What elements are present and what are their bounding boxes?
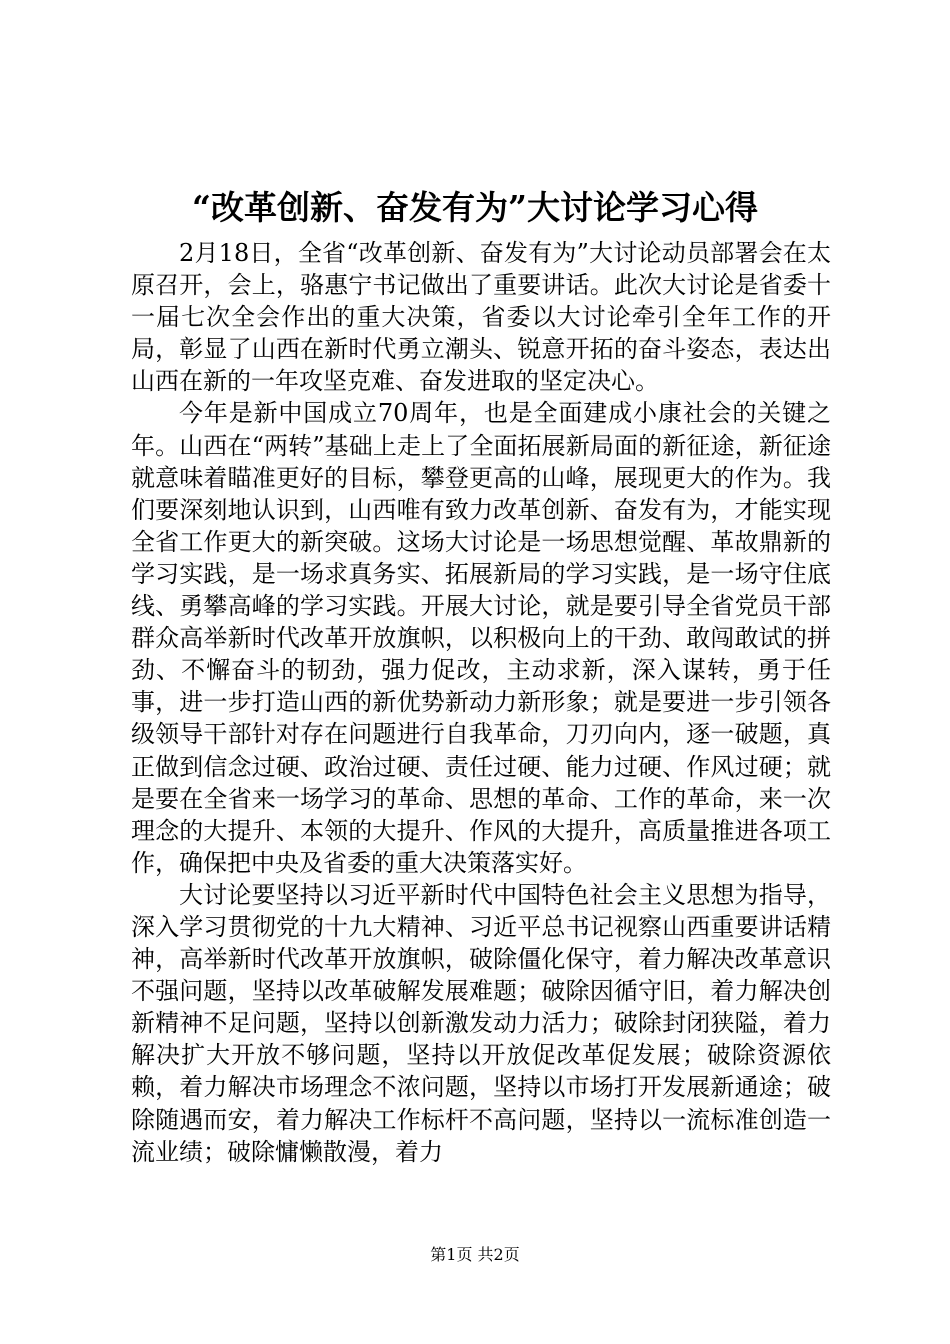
- page-number-footer: 第1页 共2页: [430, 1245, 520, 1264]
- document-title: “改革创新、奋发有为”大讨论学习心得: [192, 188, 758, 227]
- document-body: [131, 237, 831, 1168]
- paragraph-2: 今年是新中国成立70周年，也是全面建成小康社会的关键之年。山西在“两转”基础上走上了全面拓展新局面的新征途，新征途就意味着瞄准更好的目标，攀登更高的山峰，展现更大的作为。我们要深刻地认识到，山西唯有致力改革创新、奋发有为，才能实现全省工作更大的新突破。这场大讨论是一场思想觉醒、革故鼎新的学习实践，是一场求真务实、拓展新局的学习实践，是一场守住底线、勇攀高峰的学习实践。开展大讨论，就是要引导全省党员干部群众高举新时代改革开放旗帜，以积极向上的干劲、敢闯敢试的拼劲、不懈奋斗的韧劲，强力促改，主动求新，深入谋转，勇于任事，进一步打造山西的新优势新动力新形象；就是要进一步引领各级领导干部针对存在问题进行自我革命，刀刃向内，逐一破题，真正做到信念过硬、政治过硬、责任过硬、能力过硬、作风过硬；就是要在全省来一场学习的革命、思想的革命、工作的革命，来一次理念的大提升、本领的大提升、作风的大提升，高质量推进各项工作，确保把中央及省委的重大决策落实好。: [131, 399, 831, 877]
- paragraph-1: 2月18日，全省“改革创新、奋发有为”大讨论动员部署会在太原召开，会上，骆惠宁书记做出了重要讲话。此次大讨论是省委十一届七次全会作出的重大决策，省委以大讨论牵引全年工作的开局，彰显了山西在新时代勇立潮头、锐意开拓的奋斗姿态，表达出山西在新的一年攻坚克难、奋发进取的坚定决心。: [131, 239, 831, 396]
- paragraph-3: 大讨论要坚持以习近平新时代中国特色社会主义思想为指导，深入学习贯彻党的十九大精神、习近平总书记视察山西重要讲话精神，高举新时代改革开放旗帜，破除僵化保守，着力解决改革意识不强问题，坚持以改革破解发展难题；破除因循守旧，着力解决创新精神不足问题，坚持以创新激发动力活力；破除封闭狭隘，着力解决扩大开放不够问题，坚持以开放促改革促发展；破除资源依赖，着力解决市场理念不浓问题，坚持以市场打开发展新通途；破除随遇而安，着力解决工作标杆不高问题，坚持以一流标准创造一流业绩；破除慵懒散漫，着力: [131, 880, 831, 1166]
